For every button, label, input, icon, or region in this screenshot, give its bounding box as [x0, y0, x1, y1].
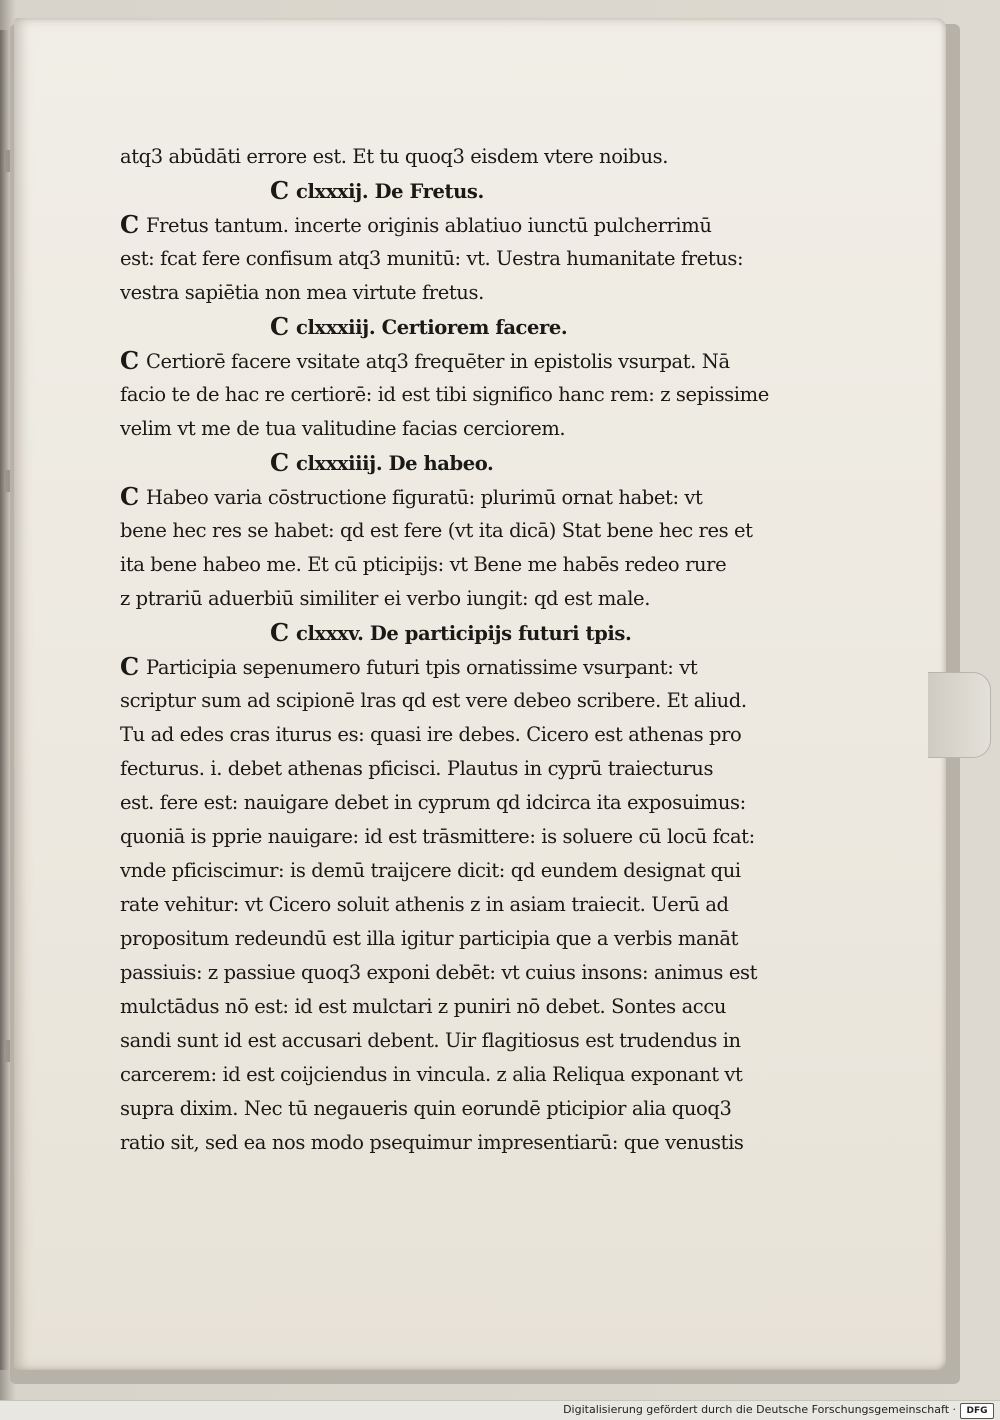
line-text: ita bene habeo me. Et cū pticipijs: vt Bene me habēs redeo rure [120, 553, 727, 576]
line-text: quoniā is pprie nauigare: id est trāsmittere: is soluere cū locū fcat: [120, 825, 755, 848]
paragraph-mark: C [120, 652, 139, 681]
page-clip [928, 672, 991, 758]
footer-bar [0, 1400, 1000, 1420]
section-heading [120, 446, 820, 480]
page-text [120, 140, 820, 1160]
line-text: mulctādus nō est: id est mulctari z puniri nō debet. Sontes accu [120, 995, 726, 1018]
text-line [120, 684, 820, 718]
line-text: est. fere est: nauigare debet in cyprum qd idcirca ita exposuimus: [120, 791, 746, 814]
paragraph-mark: C [270, 618, 289, 647]
line-text: atq3 abūdāti errore est. Et tu quoq3 eisdem vtere noibus. [120, 145, 669, 168]
line-text: clxxxiiij. De habeo. [296, 452, 494, 475]
line-text: ratio sit, sed ea nos modo psequimur impresentiarū: que venustis [120, 1131, 744, 1154]
line-text: velim vt me de tua valitudine facias cerciorem. [120, 417, 566, 440]
line-text: Certiorē facere vsitate atq3 frequēter in epistolis vsurpat. Nā [146, 350, 730, 373]
line-text: clxxxv. De participijs futuri tpis. [296, 622, 632, 645]
line-text: Participia sepenumero futuri tpis ornatissime vsurpant: vt [146, 656, 698, 679]
paragraph-mark: C [270, 176, 289, 205]
line-text: z ptrariū aduerbiū similiter ei verbo iungit: qd est male. [120, 587, 650, 610]
text-line [120, 480, 820, 514]
line-text: passiuis: z passiue quoq3 exponi debēt: vt cuius insons: animus est [120, 961, 758, 984]
text-line [120, 140, 820, 174]
paragraph-mark: C [120, 482, 139, 511]
line-text: fecturus. i. debet athenas pficisci. Plautus in cyprū traiecturus [120, 757, 714, 780]
line-text: scriptur sum ad scipionē lras qd est vere debeo scribere. Et aliud. [120, 689, 747, 712]
line-text: Fretus tantum. incerte originis ablatiuo iunctū pulcherrimū [146, 214, 712, 237]
text-line [120, 208, 820, 242]
footer-text: Digitalisierung gefördert durch die Deutsche Forschungsgemeinschaft · [563, 1403, 956, 1416]
section-heading [120, 310, 820, 344]
text-line [120, 1024, 820, 1058]
line-text: sandi sunt id est accusari debent. Uir flagitiosus est trudendus in [120, 1029, 741, 1052]
text-line [120, 412, 820, 446]
text-line [120, 990, 820, 1024]
text-line [120, 276, 820, 310]
line-text: rate vehitur: vt Cicero soluit athenis z in asiam traiecit. Uerū ad [120, 893, 729, 916]
text-line [120, 786, 820, 820]
text-line [120, 548, 820, 582]
text-line [120, 956, 820, 990]
text-line [120, 1092, 820, 1126]
line-text: carcerem: id est coijciendus in vincula. z alia Reliqua exponant vt [120, 1063, 743, 1086]
section-heading [120, 174, 820, 208]
text-line [120, 514, 820, 548]
line-text: facio te de hac re certiorē: id est tibi significo hanc rem: z sepissime [120, 383, 769, 406]
section-heading [120, 616, 820, 650]
line-text: clxxxij. De Fretus. [296, 180, 484, 203]
text-line [120, 752, 820, 786]
line-text: supra dixim. Nec tū negaueris quin eorundē pticipior alia quoq3 [120, 1097, 732, 1120]
dfg-logo: DFG [960, 1403, 994, 1419]
text-line [120, 650, 820, 684]
text-line [120, 888, 820, 922]
paragraph-mark: C [270, 448, 289, 477]
line-text: vestra sapiētia non mea virtute fretus. [120, 281, 484, 304]
text-line [120, 922, 820, 956]
paragraph-mark: C [120, 346, 139, 375]
line-text: Habeo varia cōstructione figuratū: plurimū ornat habet: vt [146, 486, 703, 509]
line-text: clxxxiij. Certiorem facere. [296, 316, 568, 339]
line-text: bene hec res se habet: qd est fere (vt ita dicā) Stat bene hec res et [120, 519, 753, 542]
text-line [120, 1126, 820, 1160]
text-line [120, 582, 820, 616]
line-text: est: fcat fere confisum atq3 munitū: vt. Uestra humanitate fretus: [120, 247, 744, 270]
line-text: Tu ad edes cras iturus es: quasi ire debes. Cicero est athenas pro [120, 723, 742, 746]
text-line [120, 1058, 820, 1092]
paragraph-mark: C [120, 210, 139, 239]
text-line [120, 854, 820, 888]
paragraph-mark: C [270, 312, 289, 341]
text-line [120, 820, 820, 854]
text-line [120, 378, 820, 412]
line-text: propositum redeundū est illa igitur participia que a verbis manāt [120, 927, 739, 950]
text-line [120, 344, 820, 378]
text-line [120, 718, 820, 752]
line-text: vnde pficiscimur: is demū traijcere dicit: qd eundem designat qui [120, 859, 741, 882]
text-line [120, 242, 820, 276]
